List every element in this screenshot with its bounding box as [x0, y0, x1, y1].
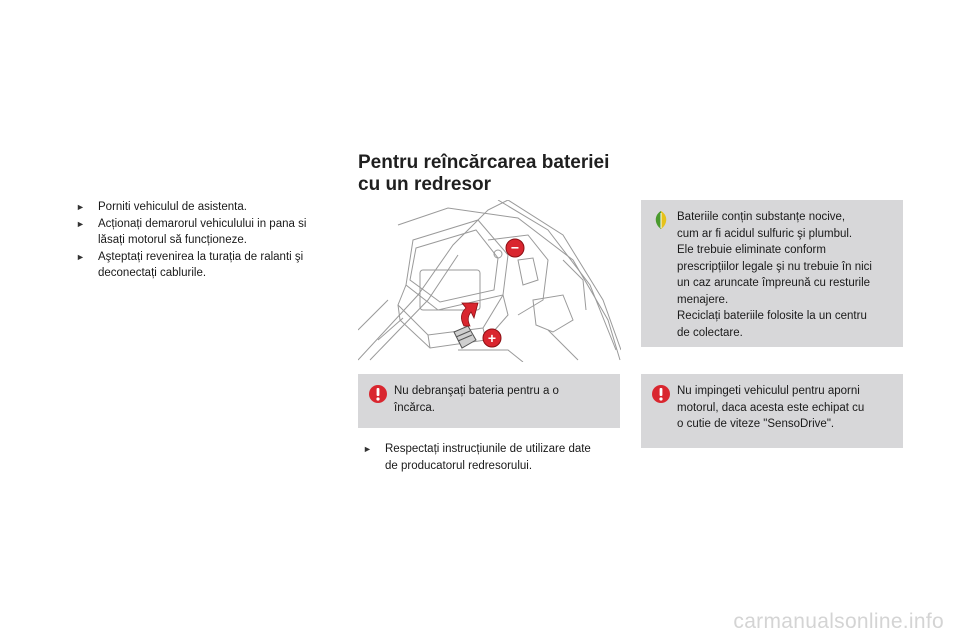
battery-illustration: [358, 200, 621, 362]
environment-leaf-icon: [651, 210, 671, 230]
list-item: ► Respectați instrucțiunile de utilizare date de producatorul redresorului.: [363, 443, 591, 472]
warning-text: Nu debranşați bateria pentru a o încărca.: [394, 385, 559, 414]
environment-note: [641, 200, 903, 347]
environment-text: Bateriile conțin substanțe nocive, cum ar fi acidul sulfuric şi plumbul. Ele trebuie eliminate conform prescripțiilor legale şi nu trebuie în nici un caz aruncate împreună cu resturile menajere. Reciclați bateriile folosite la un centru de colectare.: [677, 211, 872, 339]
svg-text:−: −: [510, 239, 520, 256]
arrow-bullet-icon: ►: [76, 202, 85, 212]
instruction-list: [76, 199, 331, 282]
arrow-bullet-icon: ►: [76, 218, 85, 229]
arrow-bullet-icon: ►: [76, 251, 85, 262]
list-item: ► Aşteptați revenirea la turația de ralanti şi deconectați cablurile.: [76, 250, 304, 279]
engine-bay-drawing: [358, 200, 621, 362]
curved-arrow-icon: [461, 303, 478, 326]
warning-note: [358, 374, 620, 428]
list-item: ► Porniti vehiculul de asistenta.: [76, 199, 331, 216]
plus-terminal-icon: [483, 329, 501, 347]
minus-terminal-icon: [506, 239, 524, 257]
instruction-list: [363, 441, 618, 474]
warning-note: [641, 374, 903, 448]
list-item: ► Acționați demarorul vehiculului in pana si lăsați motorul să funcționeze.: [76, 217, 307, 246]
watermark: carmanualsonline.info: [733, 610, 944, 633]
arrow-bullet-icon: ►: [363, 444, 372, 454]
warning-exclamation-icon: [651, 384, 671, 404]
section-heading: Pentru reîncărcarea bateriei cu un redresor: [358, 152, 610, 195]
warning-text: Nu impingeti vehiculul pentru aporni motorul, daca acesta este echipat cu o cutie de viteze "SensoDrive".: [677, 385, 865, 430]
warning-exclamation-icon: [368, 384, 388, 404]
svg-text:+: +: [487, 330, 497, 346]
